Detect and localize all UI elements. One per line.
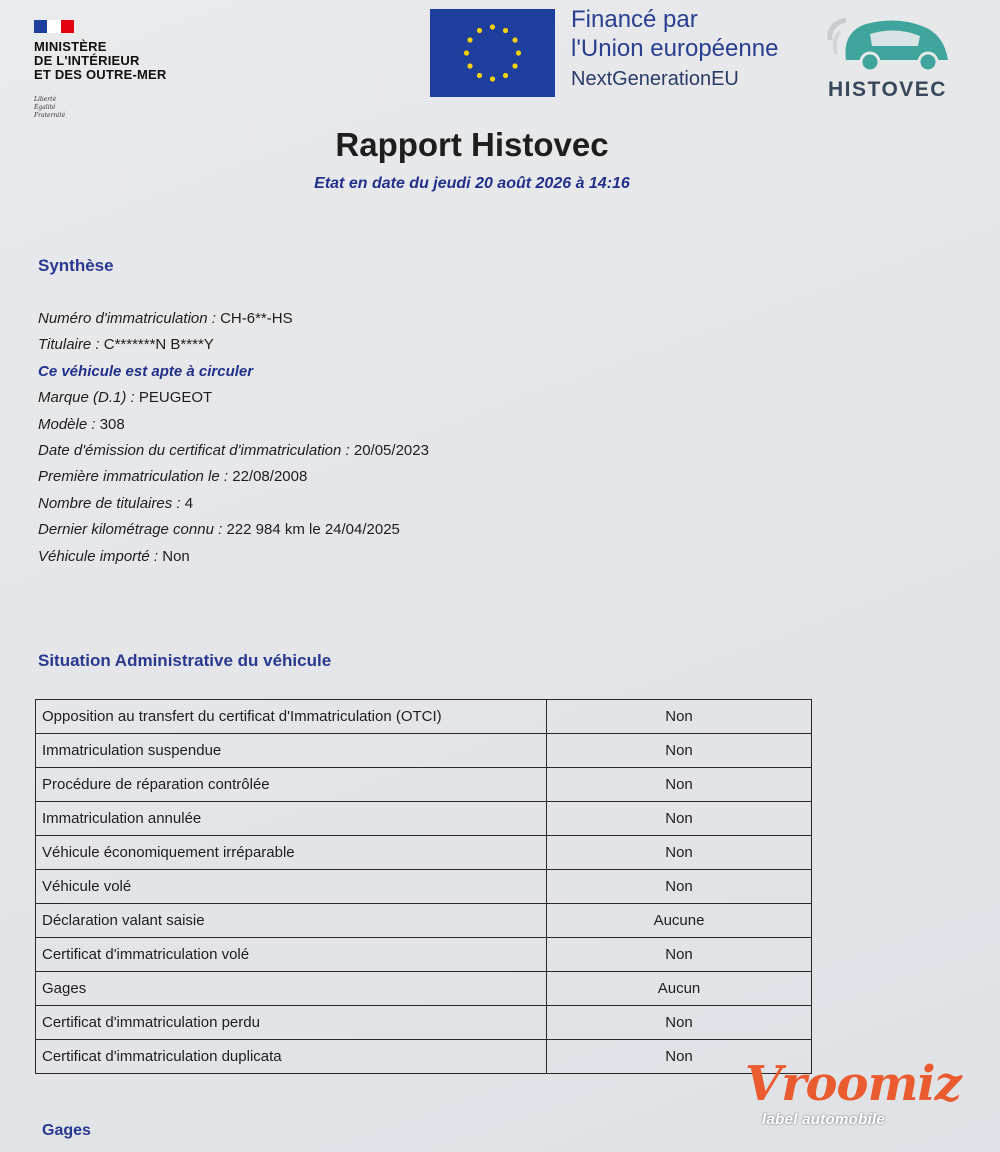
importe-row (38, 544, 429, 570)
eu-stars-icon (430, 9, 555, 97)
nb-titulaires-value: 4 (184, 494, 194, 512)
kilometrage-value: 222 984 km le 24/04/2025 (226, 521, 400, 539)
modele-label: Modèle : (38, 415, 96, 433)
histovec-brand-name: HISTOVEC (828, 78, 947, 101)
motto-line: Égalité (34, 104, 56, 111)
ministry-line: MINISTÈRE (34, 39, 107, 54)
row-label: Certificat d'immatriculation volé (36, 938, 547, 972)
marque-value: PEUGEOT (138, 389, 213, 407)
situation-heading: Situation Administrative du véhicule (38, 651, 332, 670)
table-row (36, 1040, 812, 1074)
eu-line-2: l'Union européenne (571, 35, 779, 62)
immatriculation-value: CH-6**-HS (220, 310, 293, 327)
importe-value: Non (162, 547, 190, 565)
table-row (36, 904, 812, 938)
synthese-heading: Synthèse (38, 256, 114, 275)
row-label: Immatriculation annulée (36, 802, 547, 836)
row-value: Aucune (547, 904, 812, 938)
premiere-immat-value: 22/08/2008 (232, 468, 308, 486)
row-label: Certificat d'immatriculation duplicata (36, 1040, 547, 1074)
table-row (36, 802, 812, 836)
immatriculation-row (38, 306, 429, 332)
importe-label: Véhicule importé : (38, 547, 159, 565)
row-value: Non (547, 802, 812, 836)
ministry-name (34, 40, 166, 82)
date-emission-value: 20/05/2023 (353, 442, 429, 460)
eu-line-3: NextGenerationEU (571, 68, 739, 90)
kilometrage-row (38, 517, 429, 543)
row-value: Non (547, 1006, 812, 1040)
motto-line: Liberté (34, 96, 57, 103)
vroomiz-tagline: label automobile (762, 1111, 886, 1128)
table-row (36, 768, 812, 802)
eu-funding-text (571, 6, 778, 94)
row-label: Immatriculation suspendue (36, 734, 547, 768)
report-date: Etat en date du jeudi 20 août 2026 à 14:16 (314, 175, 630, 192)
synthese-summary (38, 306, 429, 570)
titulaire-row (38, 332, 429, 358)
histovec-car-logo-icon (826, 10, 956, 76)
motto-line: Fraternité (34, 112, 66, 119)
gages-heading: Gages (42, 1122, 91, 1139)
row-label: Opposition au transfert du certificat d'Immatriculation (OTCI) (36, 700, 547, 734)
modele-value: 308 (99, 415, 125, 433)
table-row (36, 1006, 812, 1040)
table-row (36, 734, 812, 768)
row-value: Non (547, 870, 812, 904)
modele-row (38, 412, 429, 438)
titulaire-value: C*******N B****Y (103, 336, 214, 354)
table-row (36, 700, 812, 734)
marque-row (38, 385, 429, 411)
row-label: Déclaration valant saisie (36, 904, 547, 938)
table-row (36, 836, 812, 870)
date-emission-row (38, 438, 429, 464)
vroomiz-watermark: Vroomiz (745, 1056, 961, 1112)
row-label: Véhicule économiquement irréparable (36, 836, 547, 870)
eu-line-1: Financé par (571, 6, 698, 33)
table-row (36, 972, 812, 1006)
situation-table (35, 699, 812, 1074)
titulaire-label: Titulaire : (38, 336, 100, 354)
row-value: Non (547, 734, 812, 768)
row-label: Véhicule volé (36, 870, 547, 904)
ministry-line: DE L'INTÉRIEUR (34, 53, 140, 68)
row-label: Certificat d'immatriculation perdu (36, 1006, 547, 1040)
row-value: Non (547, 1040, 812, 1074)
table-row (36, 938, 812, 972)
row-label: Procédure de réparation contrôlée (36, 768, 547, 802)
row-label: Gages (36, 972, 547, 1006)
premiere-immat-label: Première immatriculation le : (38, 468, 229, 486)
french-flag-icon (34, 20, 74, 33)
immatriculation-label: Numéro d'immatriculation : (38, 310, 216, 327)
date-emission-label: Date d'émission du certificat d'immatriculation : (38, 442, 350, 460)
nb-titulaires-row (38, 491, 429, 517)
row-value: Aucun (547, 972, 812, 1006)
ministry-motto (34, 96, 65, 120)
nb-titulaires-label: Nombre de titulaires : (38, 494, 181, 512)
row-value: Non (547, 700, 812, 734)
ministry-line: ET DES OUTRE-MER (34, 67, 167, 82)
table-row (36, 870, 812, 904)
kilometrage-label: Dernier kilométrage connu : (38, 521, 223, 539)
row-value: Non (547, 938, 812, 972)
marque-label: Marque (D.1) : (38, 389, 135, 407)
premiere-immat-row (38, 464, 429, 490)
report-title: Rapport Histovec (335, 126, 609, 163)
vehicle-status: Ce véhicule est apte à circuler (38, 362, 254, 380)
eu-flag-icon (430, 9, 555, 97)
row-value: Non (547, 836, 812, 870)
row-value: Non (547, 768, 812, 802)
